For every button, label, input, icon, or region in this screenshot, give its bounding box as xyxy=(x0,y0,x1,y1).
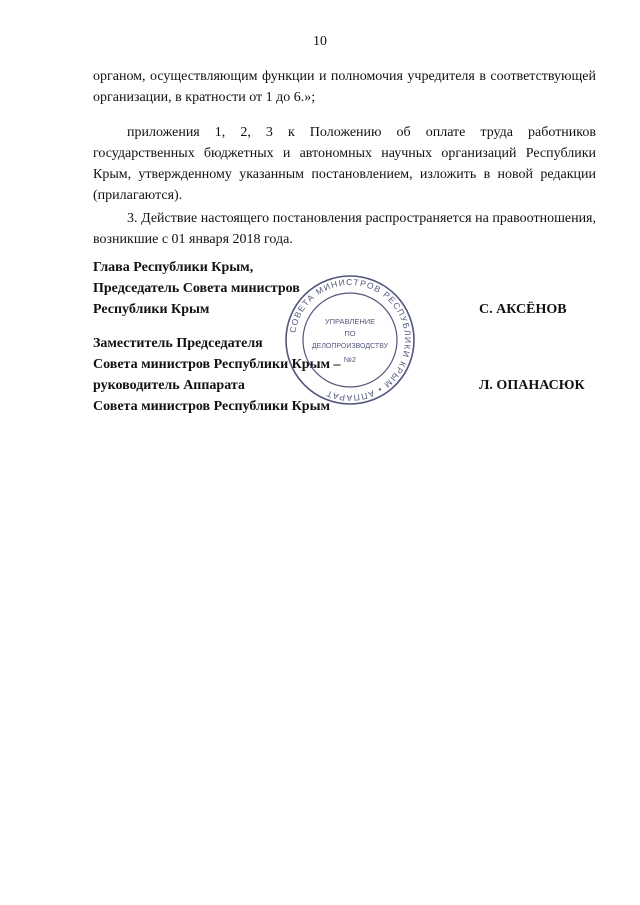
paragraph-appendices: приложения 1, 2, 3 к Положению об оплате труда работников государственных бюджетных и автономных научных организаций Республики Крым, утвержденному указанным постановлением, изложить в новой редакции (прилагаются). xyxy=(93,125,596,203)
stamp-center-line: ДЕЛОПРОИЗВОДСТВУ xyxy=(311,343,389,350)
signature-title-line: Совета министров Республики Крым – xyxy=(93,357,341,372)
stamp-center-line: №2 xyxy=(343,355,357,364)
signature-block-head xyxy=(93,257,300,320)
signatory-name-deputy: Л. ОПАНАСЮК xyxy=(479,378,585,393)
stamp-center-line: ПО xyxy=(344,329,356,338)
signature-title-line: Совета министров Республики Крым xyxy=(93,399,331,414)
stamp-ring-text: СОВЕТА МИНИСТРОВ РЕСПУБЛИКИ КРЫМ • АППАРАТ xyxy=(287,276,414,404)
signature-title-line: Республики Крым xyxy=(93,302,210,317)
stamp-center-line: УПРАВЛЕНИЕ xyxy=(324,317,376,326)
signature-title-line: руководитель Аппарата xyxy=(93,378,245,393)
signature-title-line: Председатель Совета министров xyxy=(93,281,300,296)
paragraph-continuation: органом, осуществляющим функции и полномочия учредителя в соответствующей организации, в кратности от 1 до 6.»; xyxy=(93,69,596,105)
page-number: 10 xyxy=(313,34,327,49)
signature-title-line: Глава Республики Крым, xyxy=(93,260,254,275)
signature-title-line: Заместитель Председателя xyxy=(93,336,263,351)
signatory-name-head: С. АКСЁНОВ xyxy=(479,302,567,317)
official-seal-stamp xyxy=(282,272,418,408)
paragraph-effective-date: 3. Действие настоящего постановления распространяется на правоотношения, возникшие с 01 января 2018 года. xyxy=(93,211,596,247)
